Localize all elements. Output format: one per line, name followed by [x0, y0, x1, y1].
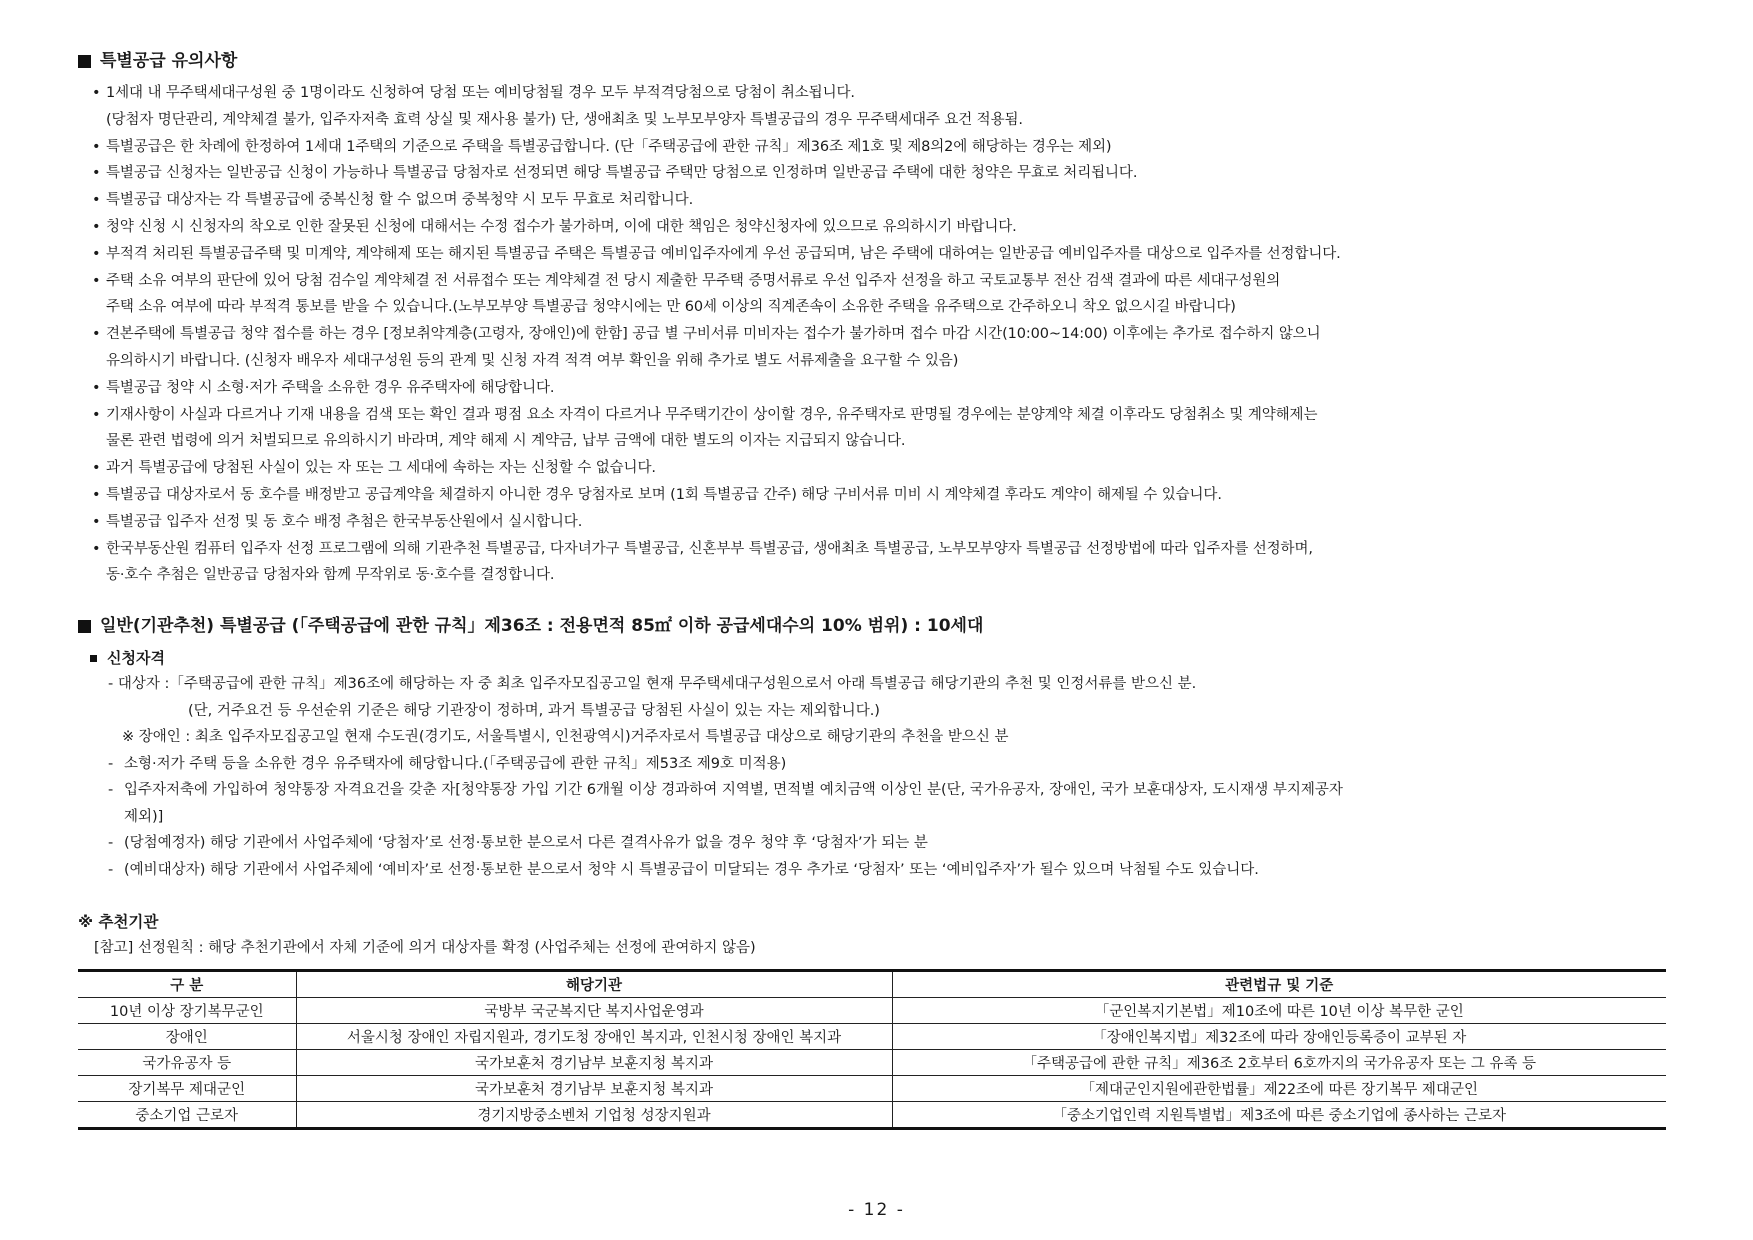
- list-item: [92, 187, 1678, 214]
- list-item-line: • 특별공급 청약 시 소형·저가 주택을 소유한 경우 유주택자에 해당합니다.: [106, 379, 555, 396]
- list-item-line: • 1세대 내 무주택세대구성원 중 1명이라도 신청하여 당첨 또는 예비당첨될 경우 모두 부적격당첨으로 당첨이 취소됩니다.: [106, 85, 855, 101]
- list-item: [92, 134, 1678, 161]
- list-item-line: • 부적격 처리된 특별공급주택 및 미계약, 계약해제 또는 해지된 특별공급 주택은 특별공급 예비입주자에게 우선 공급되며, 남은 주택에 대하여는 일반공급 예비입주자를 대상으로 입주자를 선정합니다.: [106, 245, 1341, 262]
- list-item-line: • 특별공급 입주자 선정 및 동 호수 배정 추첨은 한국부동산원에서 실시합니다.: [106, 513, 583, 530]
- notes-bullet-list: [78, 80, 1678, 589]
- cell-agency: 국가보훈처 경기남부 보훈지청 복지과: [296, 1076, 892, 1102]
- list-item: [92, 268, 1678, 322]
- dash-item-reserve: - (예비대상자) 해당 기관에서 사업주체에 ‘예비자’로 선정·통보한 분으로서 청약 시 특별공급이 미달되는 경우 추가로 ‘당첨자’ 또는 ‘예비입주자’가 될수 있으며 낙첨될 수도 있습니다.: [108, 861, 1259, 878]
- page-number: - 12 -: [848, 1200, 905, 1220]
- section-title-special-notes: 특별공급 유의사항: [78, 48, 1678, 74]
- list-item-line: 동·호수 추첨은 일반공급 당첨자와 함께 무작위로 동·호수를 결정합니다.: [106, 567, 555, 584]
- list-item: [92, 455, 1678, 482]
- cell-agency: 서울시청 장애인 자립지원과, 경기도청 장애인 복지과, 인천시청 장애인 복지과: [296, 1024, 892, 1050]
- table-row: [78, 998, 1666, 1024]
- cell-category: 국가유공자 등: [78, 1050, 296, 1076]
- list-item-line: (당첨자 명단관리, 계약체결 불가, 입주자저축 효력 상실 및 재사용 불가) 단, 생애최초 및 노부모부양자 특별공급의 경우 무주택세대주 요건 적용됨.: [106, 111, 1023, 128]
- list-item-line: 물론 관련 법령에 의거 처벌되므로 유의하시기 바라며, 계약 해제 시 계약금, 납부 금액에 대한 별도의 이자는 지급되지 않습니다.: [106, 433, 906, 450]
- recommend-table: [78, 969, 1666, 1130]
- cell-law: 「장애인복지법」제32조에 따라 장애인등록증이 교부된 자: [892, 1024, 1666, 1050]
- dash-item-savings-cont: 제외)]: [124, 808, 164, 825]
- recommend-reference: [참고] 선정원칙 : 해당 추천기관에서 자체 기준에 의거 대상자를 확정 (사업주체는 선정에 관여하지 않음): [94, 940, 756, 957]
- list-item: [92, 402, 1678, 456]
- list-item-line: • 한국부동산원 컴퓨터 입주자 선정 프로그램에 의해 기관추천 특별공급, 다자녀가구 특별공급, 신혼부부 특별공급, 생애최초 특별공급, 노부모부양자 특별공급 선정방법에 따라 입주자를 선정하며,: [106, 540, 1313, 557]
- black-square-icon: [78, 55, 91, 68]
- target-note: (단, 거주요건 등 우선순위 기준은 해당 기관장이 정하며, 과거 특별공급 당첨된 사실이 있는 자는 제외합니다.): [188, 702, 880, 719]
- list-item-line: • 특별공급 대상자로서 동 호수를 배정받고 공급계약을 체결하지 아니한 경우 당첨자로 보며 (1회 특별공급 간주) 해당 구비서류 미비 시 계약체결 후라도 계약이 해제될 수 있습니다.: [106, 486, 1222, 503]
- list-item: [92, 536, 1678, 590]
- cell-agency: 경기지방중소벤처 기업청 성장지원과: [296, 1102, 892, 1129]
- list-item-line: • 주택 소유 여부의 판단에 있어 당첨 검수일 계약체결 전 서류접수 또는 계약체결 전 당시 제출한 무주택 증명서류로 우선 입주자 선정을 하고 국토교통부 전산 검색 결과에 따른 세대구성원의: [106, 272, 1281, 289]
- list-item-line: • 견본주택에 특별공급 청약 접수를 하는 경우 [정보취약계층(고령자, 장애인)에 한함] 공급 별 구비서류 미비자는 접수가 불가하며 접수 마감 시간(10:00~14:00) 이후에는 추가로 접수하지 않으니: [106, 326, 1321, 343]
- dash-item-expected-winner: - (당첨예정자) 해당 기관에서 사업주체에 ‘당첨자’로 선정·통보한 분으로서 다른 결격사유가 없을 경우 청약 후 ‘당첨자’가 되는 분: [108, 835, 928, 852]
- list-item-line: • 특별공급 대상자는 각 특별공급에 중복신청 할 수 없으며 중복청약 시 모두 무효로 처리합니다.: [106, 192, 694, 209]
- table-row: [78, 1024, 1666, 1050]
- dash-item-small-house: - 소형·저가 주택 등을 소유한 경우 유주택자에 해당합니다.(「주택공급에 관한 규칙」제53조 제9호 미적용): [108, 755, 787, 772]
- cell-law: 「군인복지기본법」제10조에 따른 10년 이상 복무한 군인: [892, 998, 1666, 1024]
- list-item-line: 주택 소유 여부에 따라 부적격 통보를 받을 수 있습니다.(노부모부양 특별공급 청약시에는 만 60세 이상의 직계존속이 소유한 주택을 유주택으로 간주하오니 착오 없으시길 바랍니다): [106, 299, 1236, 316]
- disabled-note: ※ 장애인 : 최초 입주자모집공고일 현재 수도권(경기도, 서울특별시, 인천광역시)거주자로서 특별공급 대상으로 해당기관의 추천을 받으신 분: [122, 729, 1009, 746]
- list-item: [92, 80, 1678, 134]
- list-item: [92, 509, 1678, 536]
- cell-category: 장애인: [78, 1024, 296, 1050]
- table-row: [78, 1102, 1666, 1129]
- list-item: [92, 214, 1678, 241]
- cell-agency: 국방부 국군복지단 복지사업운영과: [296, 998, 892, 1024]
- document-page: [78, 48, 1678, 1130]
- cell-law: 「주택공급에 관한 규칙」제36조 2호부터 6호까지의 국가유공자 또는 그 유족 등: [892, 1050, 1666, 1076]
- cell-law: 「중소기업인력 지원특별법」제3조에 따른 중소기업에 종사하는 근로자: [892, 1102, 1666, 1129]
- list-item-line: • 과거 특별공급에 당첨된 사실이 있는 자 또는 그 세대에 속하는 자는 신청할 수 없습니다.: [106, 460, 656, 477]
- cell-category: 장기복무 제대군인: [78, 1076, 296, 1102]
- target-line: - 대상자 :「주택공급에 관한 규칙」제36조에 해당하는 자 중 최초 입주자모집공고일 현재 무주택세대구성원으로서 아래 특별공급 해당기관의 추천 및 인정서류를 받으신 분.: [108, 676, 1197, 693]
- cell-law: 「제대군인지원에관한법률」제22조에 따른 장기복무 제대군인: [892, 1076, 1666, 1102]
- list-item-line: 유의하시기 바랍니다. (신청자 배우자 세대구성원 등의 관계 및 신청 자격 적격 여부 확인을 위해 추가로 별도 서류제출을 요구할 수 있음): [106, 352, 959, 369]
- subheading-eligibility: 신청자격: [78, 645, 1678, 671]
- header-category: 구 분: [78, 971, 296, 998]
- table-row: [78, 1076, 1666, 1102]
- cell-agency: 국가보훈처 경기남부 보훈지청 복지과: [296, 1050, 892, 1076]
- list-item-line: • 청약 신청 시 신청자의 착오로 인한 잘못된 신청에 대해서는 수정 접수가 불가하며, 이에 대한 책임은 청약신청자에 있으므로 유의하시기 바랍니다.: [106, 218, 1017, 235]
- list-item-line: • 기재사항이 사실과 다르거나 기재 내용을 검색 또는 확인 결과 평점 요소 자격이 다르거나 무주택기간이 상이할 경우, 유주택자로 판명될 경우에는 분양계약 체결 이후라도 당첨취소 및 계약해제는: [106, 406, 1318, 423]
- list-item: [92, 375, 1678, 402]
- list-item: [92, 241, 1678, 268]
- cell-category: 중소기업 근로자: [78, 1102, 296, 1129]
- table-header-row: [78, 971, 1666, 998]
- dash-item-savings: - 입주자저축에 가입하여 청약통장 자격요건을 갖춘 자[청약통장 가입 기간 6개월 이상 경과하여 지역별, 면적별 예치금액 이상인 분(단, 국가유공자, 장애인, 국가 보훈대상자, 도시재생 부지제공자: [108, 782, 1343, 799]
- small-square-icon: [90, 655, 97, 662]
- list-item: [92, 160, 1678, 187]
- cell-category: 10년 이상 장기복무군인: [78, 998, 296, 1024]
- header-law: 관련법규 및 기준: [892, 971, 1666, 998]
- black-square-icon: [78, 620, 91, 633]
- header-agency: 해당기관: [296, 971, 892, 998]
- list-item-line: • 특별공급 신청자는 일반공급 신청이 가능하나 특별공급 당첨자로 선정되면 해당 특별공급 주택만 당첨으로 인정하며 일반공급 주택에 대한 청약은 무효로 처리됩니다.: [106, 165, 1138, 182]
- table-row: [78, 1050, 1666, 1076]
- list-item-line: • 특별공급은 한 차례에 한정하여 1세대 1주택의 기준으로 주택을 특별공급합니다. (단「주택공급에 관한 규칙」제36조 제1호 및 제8의2에 해당하는 경우는 제외): [106, 138, 1112, 155]
- recommend-title: ※ 추천기관: [78, 913, 159, 932]
- list-item: [92, 321, 1678, 375]
- section-title-institution-special-supply: 일반(기관추천) 특별공급 (「주택공급에 관한 규칙」제36조 : 전용면적 85㎡ 이하 공급세대수의 10% 범위) : 10세대: [78, 613, 1678, 639]
- list-item: [92, 482, 1678, 509]
